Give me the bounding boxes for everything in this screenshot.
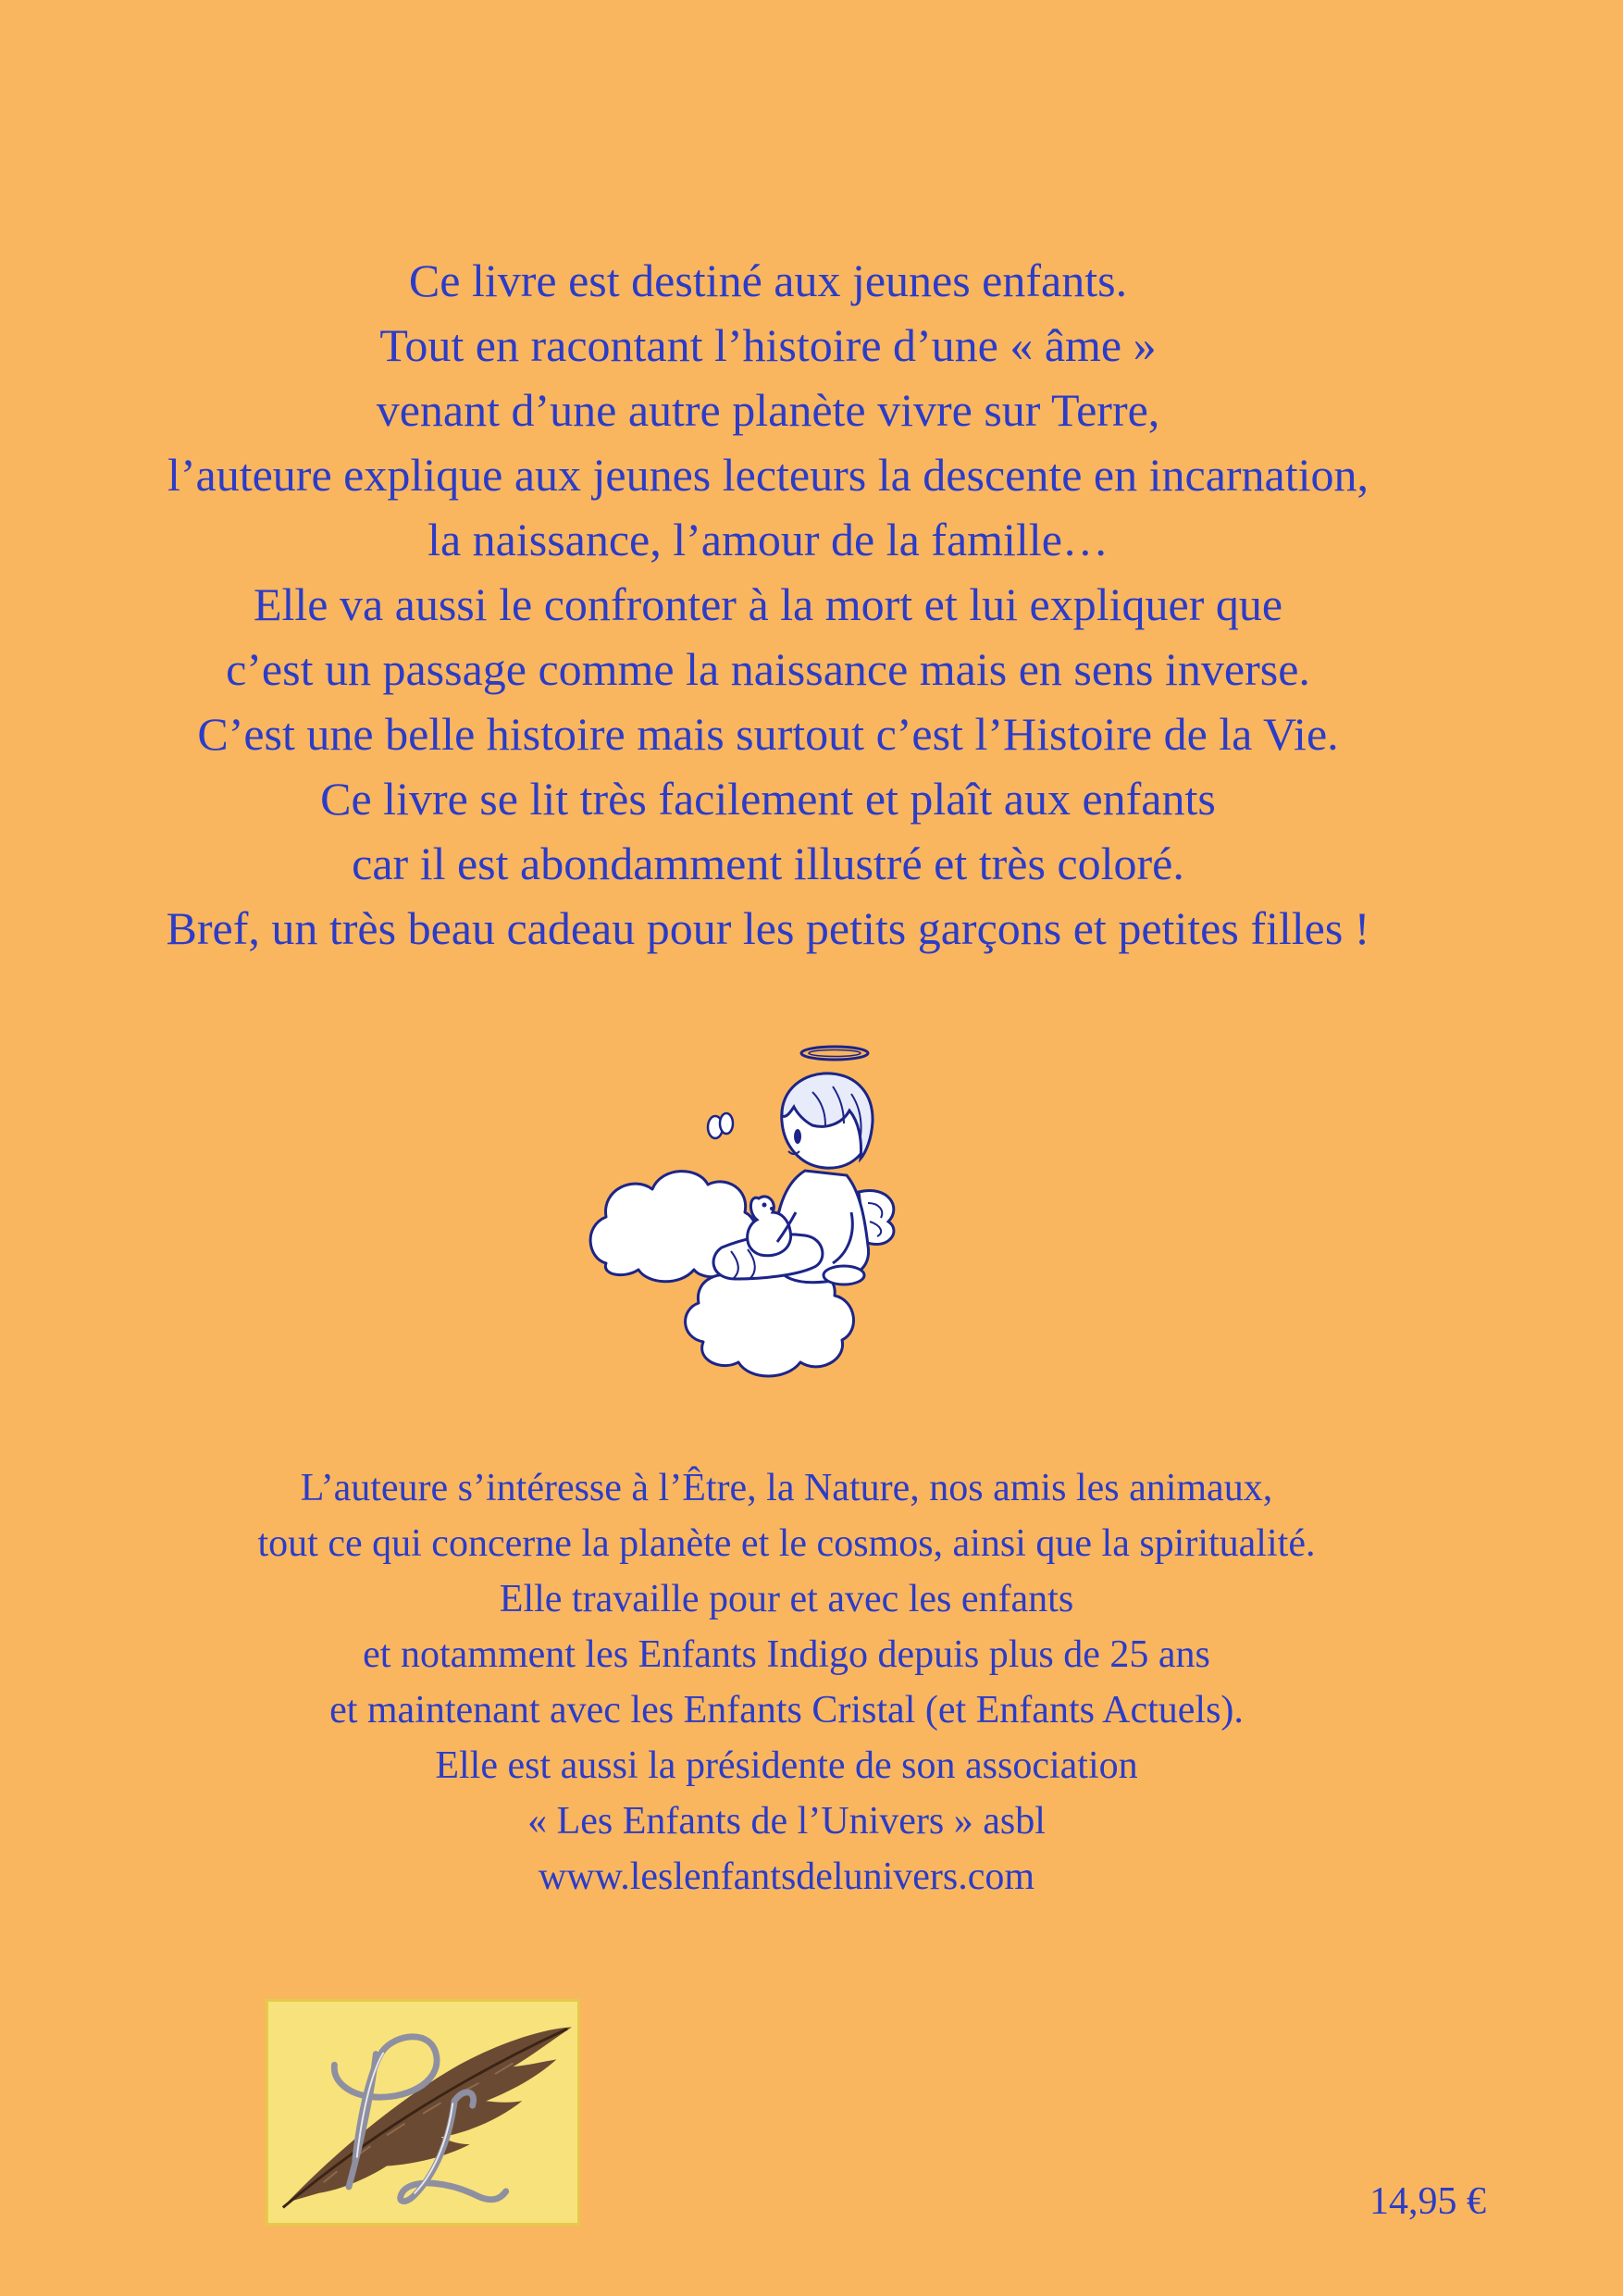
price-label: 14,95 €	[1369, 2180, 1486, 2223]
bio-line: et maintenant avec les Enfants Cristal (et Enfants Actuels).	[329, 1689, 1244, 1731]
blurb-line: venant d’une autre planète vivre sur Terre,	[376, 384, 1160, 436]
blurb-line: Bref, un très beau cadeau pour les petits garçons et petites filles !	[166, 902, 1370, 954]
blurb-line: Ce livre est destiné aux jeunes enfants.	[408, 254, 1128, 306]
bio-line: Elle est aussi la présidente de son association	[435, 1744, 1138, 1787]
author-bio	[0, 1460, 1573, 1905]
blurb-line: C’est une belle histoire mais surtout c’est l’Histoire de la Vie.	[197, 708, 1339, 760]
blurb-line: la naissance, l’amour de la famille…	[427, 514, 1109, 565]
bio-line: et notamment les Enfants Indigo depuis plus de 25 ans	[363, 1633, 1210, 1676]
publisher-logo	[266, 1999, 580, 2226]
angel-on-cloud-illustration	[583, 1036, 953, 1407]
blurb-line: Tout en racontant l’histoire d’une « âme »	[379, 319, 1157, 371]
bio-line: Elle travaille pour et avec les enfants	[499, 1578, 1074, 1620]
blurb-line: c’est un passage comme la naissance mais en sens inverse.	[226, 643, 1310, 695]
angel-on-cloud-icon	[583, 1036, 953, 1407]
bio-line: L’auteure s’intéresse à l’Être, la Nature, nos amis les animaux,	[300, 1467, 1273, 1509]
bio-line: « Les Enfants de l’Univers » asbl	[527, 1800, 1046, 1843]
blurb-line: car il est abondamment illustré et très coloré.	[352, 838, 1184, 889]
website-url: www.leslenfantsdelunivers.com	[538, 1855, 1035, 1898]
blurb-line: l’auteure explique aux jeunes lecteurs la descente en incarnation,	[167, 449, 1369, 501]
bio-line: tout ce qui concerne la planète et le cosmos, ainsi que la spiritualité.	[257, 1522, 1316, 1565]
feather-monogram-icon	[268, 2002, 577, 2223]
blurb-line: Elle va aussi le confronter à la mort et lui expliquer que	[253, 578, 1283, 630]
book-blurb	[0, 248, 1536, 961]
blurb-line: Ce livre se lit très facilement et plaît aux enfants	[320, 773, 1216, 825]
